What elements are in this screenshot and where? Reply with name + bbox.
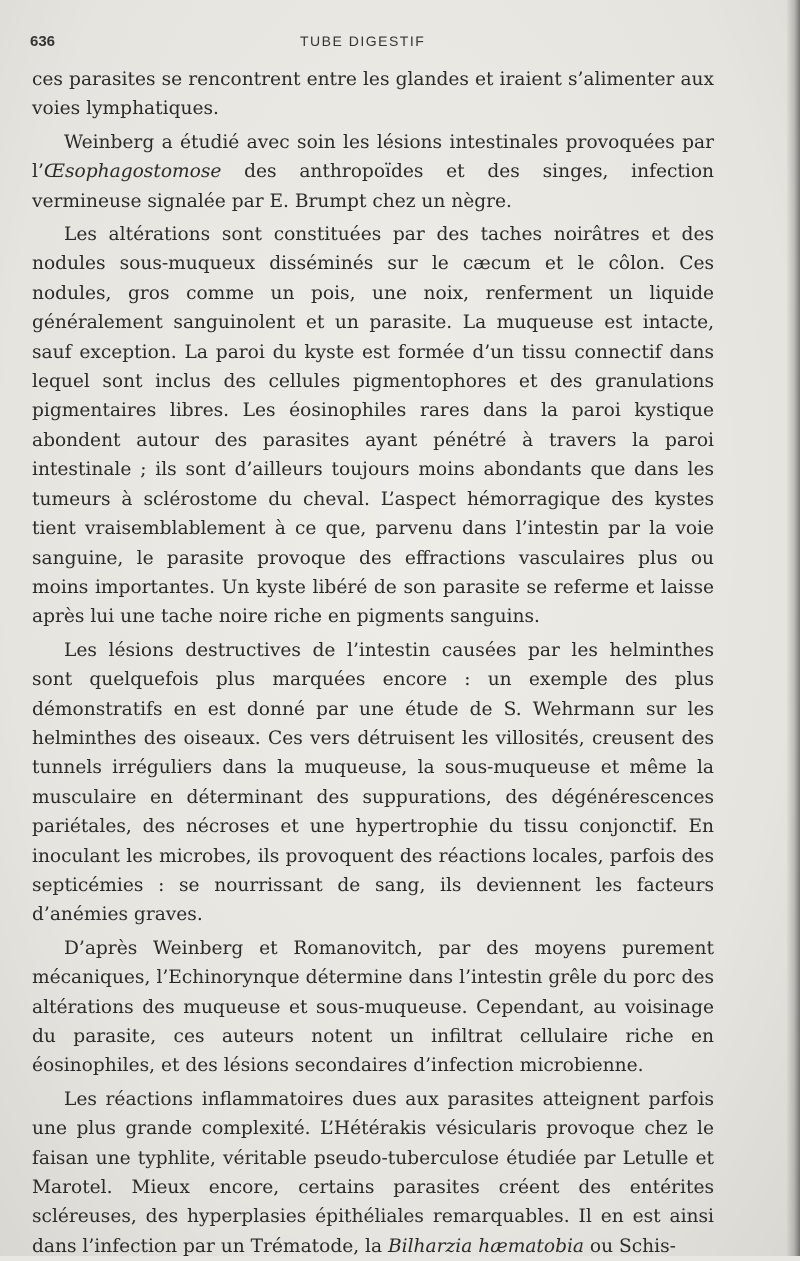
taxon-name-bilharzia: Bilharzia hæmatobia	[388, 1235, 585, 1257]
paragraph-6: Les réactions inflammatoires dues aux parasites atteignent parfois une plus grande complexité. L’Hétérakis vésicularis provoque chez le faisan une typhlite, véritable pseudo-tuberculose étudiée par Letulle et Marotel. Mieux encore, certains parasites créent des entérites scléreuses, des hyperplasies épithéliales remarquables. Il en est ainsi dans l’infection par un Trématode, la Bilharzia hæmatobia ou Schis-	[32, 1088, 714, 1257]
paragraph-1: ces parasites se rencontrent entre les glandes et iraient s’alimenter aux voies lymphatiques.	[32, 69, 714, 120]
running-head: TUBE DIGESTIF	[300, 33, 426, 49]
taxon-name-oesophagostomose: Œsophagostomose	[43, 161, 222, 183]
paragraph-5: D’après Weinberg et Romanovitch, par des moyens purement mécaniques, l’Echinorynque détermine dans l’intestin grêle du porc des altérations des muqueuse et sous-muqueuse. Cependant, au voisinage du parasite, ces auteurs notent un infiltrat cellulaire riche en éosinophiles, et des lésions secondaires d’infection microbienne.	[32, 937, 714, 1077]
paragraph-3: Les altérations sont constituées par des taches noirâtres et des nodules sous-muqueux disséminés sur le cæcum et le côlon. Ces nodules, gros comme un pois, une noix, renferment un liquide généralement sanguinolent et un parasite. La muqueuse est intacte, sauf exception. La paroi du kyste est formée d’un tissu connectif dans lequel sont inclus des cellules pigmentophores et des granulations pigmentaires libres. Les éosinophiles rares dans la paroi kystique abondent autour des parasites ayant pénétré à travers la paroi intestinale ; ils sont d’ailleurs toujours moins abondants que dans les tumeurs à sclérostome du cheval. L’aspect hémorragique des kystes tient vraisemblablement à ce que, parvenu dans l’intestin par la voie sanguine, le parasite provoque des effractions vasculaires plus ou moins importantes. Un kyste libéré de son parasite se referme et laisse après lui une tache noire riche en pigments sanguins.	[32, 224, 714, 628]
page-edge-shadow	[786, 0, 800, 1256]
paragraph-4: Les lésions destructives de l’intestin causées par les helminthes sont quelquefois plus marquées encore : un exemple des plus démonstratifs en est donné par une étude de S. Wehrmann sur les helminthes des oiseaux. Ces vers détruisent les villosités, creusent des tunnels irréguliers dans la muqueuse, la sous-muqueuse et même la musculaire en déterminant des suppurations, des dégénérescences pariétales, des nécroses et une hypertrophie du tissu conjonctif. En inoculant les microbes, ils provoquent des réactions locales, parfois des septicémies : se nourrissant de sang, ils deviennent les facteurs d’anémies graves.	[32, 639, 714, 926]
page-number: 636	[30, 33, 56, 50]
paragraph-2: Weinberg a étudié avec soin les lésions intestinales provoquées par l’Œsophagostomose des anthropoïdes et des singes, infection vermineuse signalée par E. Brumpt chez un nègre.	[32, 131, 714, 212]
body-text	[32, 65, 714, 1261]
page-header	[30, 33, 730, 55]
